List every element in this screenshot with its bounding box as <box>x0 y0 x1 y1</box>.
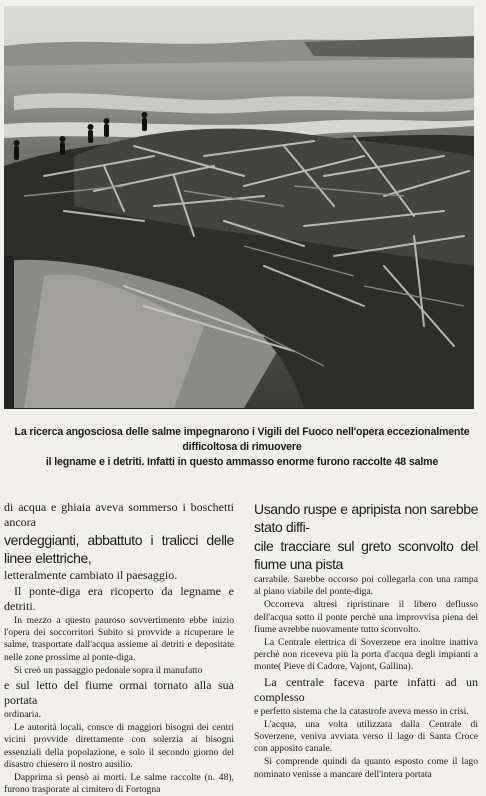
right-paragraph-4b: e perfetto sistema che la catastrofe aveva messo in crisi. <box>254 705 469 717</box>
right-paragraph-2: Occorreva altresì ripristinare il libero deflusso dell'acqua sotto il ponte perchè una improvvisa piena del fiume avrebbe nuovamente tutto sconvolto. <box>254 599 478 635</box>
left-paragraph-1a: di acqua e ghiaia aveva sommerso i boschetti ancora <box>4 500 234 529</box>
right-paragraph-1c: carrabile. Sarebbe occorso poi collegarla con una rampa al piano viabile del ponte-diga. <box>254 574 478 598</box>
left-paragraph-1c: letteralmente cambiato il paesaggio. <box>4 568 178 582</box>
left-paragraph-2: Il ponte-diga era ricoperto da legname e detriti. <box>4 584 234 613</box>
right-paragraph-1a: Usando ruspe e apripista non sarebbe stato diffi- <box>254 501 478 535</box>
left-paragraph-4a: Si creò un passaggio pedonale sopra il manufatto <box>14 664 203 676</box>
left-paragraph-4c: ordinaria. <box>4 709 42 721</box>
right-paragraph-5: L'acqua, una volta utilizzata dalla Centrale di Soverzene, veniva avviata verso il lago di Santa Croce con apposito canale. <box>254 718 478 755</box>
left-paragraph-5: Le autorità locali, consce di maggiori bisogni dei centri vicini provvide direttamente con solerzia ai bisogni essenziali della popolazione, e solo il secondo giorno del disastro chiesero il nostro ausilio. <box>4 722 234 770</box>
left-text-column <box>4 500 234 796</box>
right-paragraph-1b: cile tracciare sul greto sconvolto del fiume una pista <box>254 538 478 572</box>
left-paragraph-3: In mezzo a questo pauroso sovvertimento ebbe inizio l'opera dei soccorritori Subito si provvide a ricuperare le salme, trasportate dall'acqua assieme ai detriti e depositate nelle zone prossime al ponte-diga. <box>4 615 234 663</box>
left-paragraph-4b: e sul letto del fiume ormai tornato alla sua portata <box>4 678 234 708</box>
right-paragraph-6: Si comprende quindi da quanto esposto come il lago nominato venisse a mancare dell'intera portata <box>254 756 478 780</box>
right-text-column <box>254 500 478 780</box>
caption-line-2: il legname e i detriti. Infatti in questo ammasso enorme furono raccolte 48 salme <box>45 456 439 468</box>
left-paragraph-1b: verdeggianti, abbattuto i tralicci delle linee elettriche, <box>4 532 234 566</box>
right-paragraph-3: La Centrale elettrica di Soverzene era inoltre inattiva perchè non riceveva più la porta d'acqua degli impianti a monte( Pieve di Cadore, Vajont, Gallina). <box>254 637 478 673</box>
caption-line-1: La ricerca angosciosa delle salme impegnarono i Vigili del Fuoco nell'opera eccezionalmente difficoltosa di rimuovere <box>14 426 470 453</box>
left-paragraph-6: Dapprima si pensò ai morti. Le salme raccolte (n. 48), furono trasporate al cimitero di Fortogna <box>4 772 234 796</box>
photo-caption <box>6 425 478 470</box>
debris-photo <box>4 6 474 409</box>
debris-photo-image <box>4 6 474 408</box>
right-paragraph-4a: La centrale faceva parte infatti ad un complesso <box>254 674 478 704</box>
